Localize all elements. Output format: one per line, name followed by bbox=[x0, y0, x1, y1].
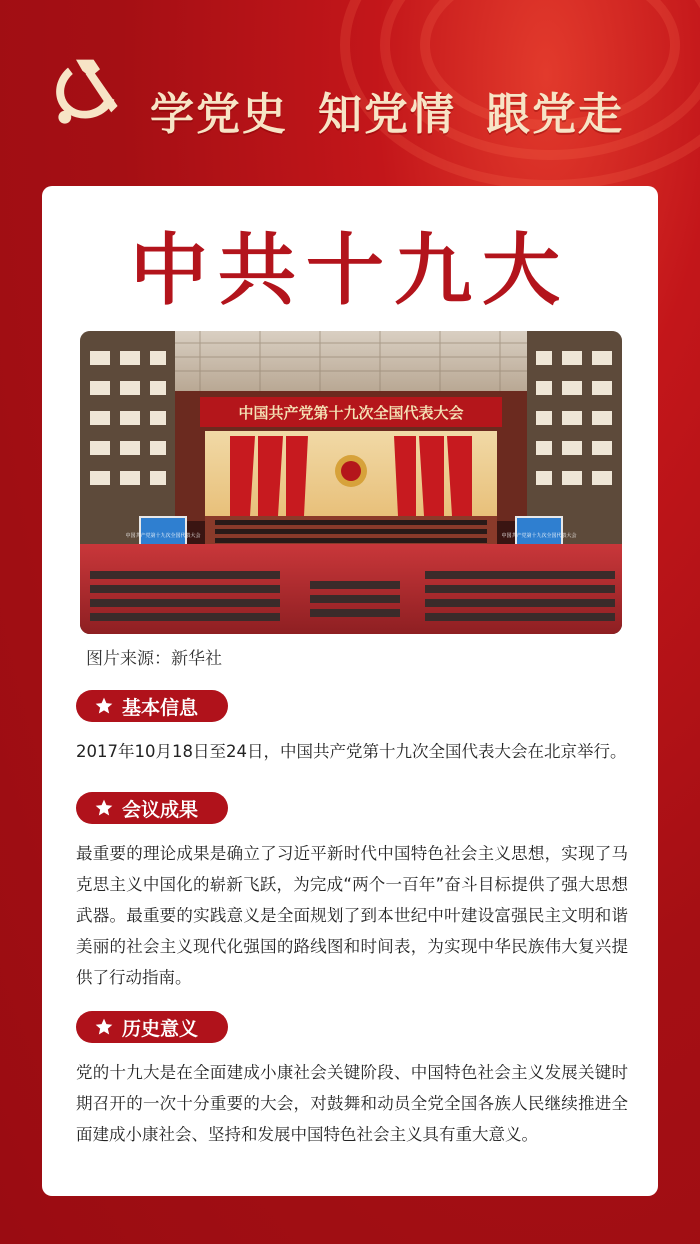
slogan-group bbox=[150, 78, 624, 142]
party-emblem-icon bbox=[44, 50, 124, 130]
star-icon bbox=[94, 696, 114, 716]
header bbox=[0, 0, 700, 180]
page-title: 中共十九大 bbox=[129, 226, 570, 316]
section-heading: 会议成果 bbox=[122, 798, 199, 821]
section-heading: 历史意义 bbox=[122, 1017, 199, 1040]
section-tag-basic-info bbox=[76, 690, 228, 722]
content-card bbox=[42, 186, 658, 1196]
slogan-know-party: 知党情 bbox=[318, 89, 456, 140]
star-icon bbox=[94, 798, 114, 818]
section-text-achievements: 最重要的理论成果是确立了习近平新时代中国特色社会主义思想，实现了马克思主义中国化的崭新飞跃，为完成“两个一百年”奋斗目标提供了强大思想武器。最重要的实践意义是全面规划了到本世纪中叶建设富强民主文明和谐美丽的社会主义现代化强国的路线图和时间表，为实现中华民族伟大复兴提供了行动指南。 bbox=[76, 844, 628, 987]
slogan-follow-party: 跟党走 bbox=[486, 89, 624, 140]
section-heading: 基本信息 bbox=[122, 696, 199, 719]
photo-caption: 图片来源：新华社 bbox=[86, 649, 222, 669]
congress-hall-photo bbox=[80, 331, 622, 634]
section-tag-significance bbox=[76, 1011, 228, 1043]
slogan-study-history: 学党史 bbox=[150, 89, 288, 140]
section-tag-achievements bbox=[76, 792, 228, 824]
section-text-significance: 党的十九大是在全面建成小康社会关键阶段、中国特色社会主义发展关键时期召开的一次十分重要的大会，对鼓舞和动员全党全国各族人民继续推进全面建成小康社会、坚持和发展中国特色社会主义具有重大意义。 bbox=[76, 1063, 628, 1144]
star-icon bbox=[94, 1017, 114, 1037]
left-screen-text: 中国共产党第十九次全国代表大会 bbox=[125, 533, 201, 539]
section-text-basic-info: 2017年10月18日至24日，中国共产党第十九次全国代表大会在北京举行。 bbox=[76, 742, 627, 761]
right-screen-text: 中国共产党第十九次全国代表大会 bbox=[501, 533, 577, 539]
hall-banner-text: 中国共产党第十九次全国代表大会 bbox=[238, 404, 464, 422]
